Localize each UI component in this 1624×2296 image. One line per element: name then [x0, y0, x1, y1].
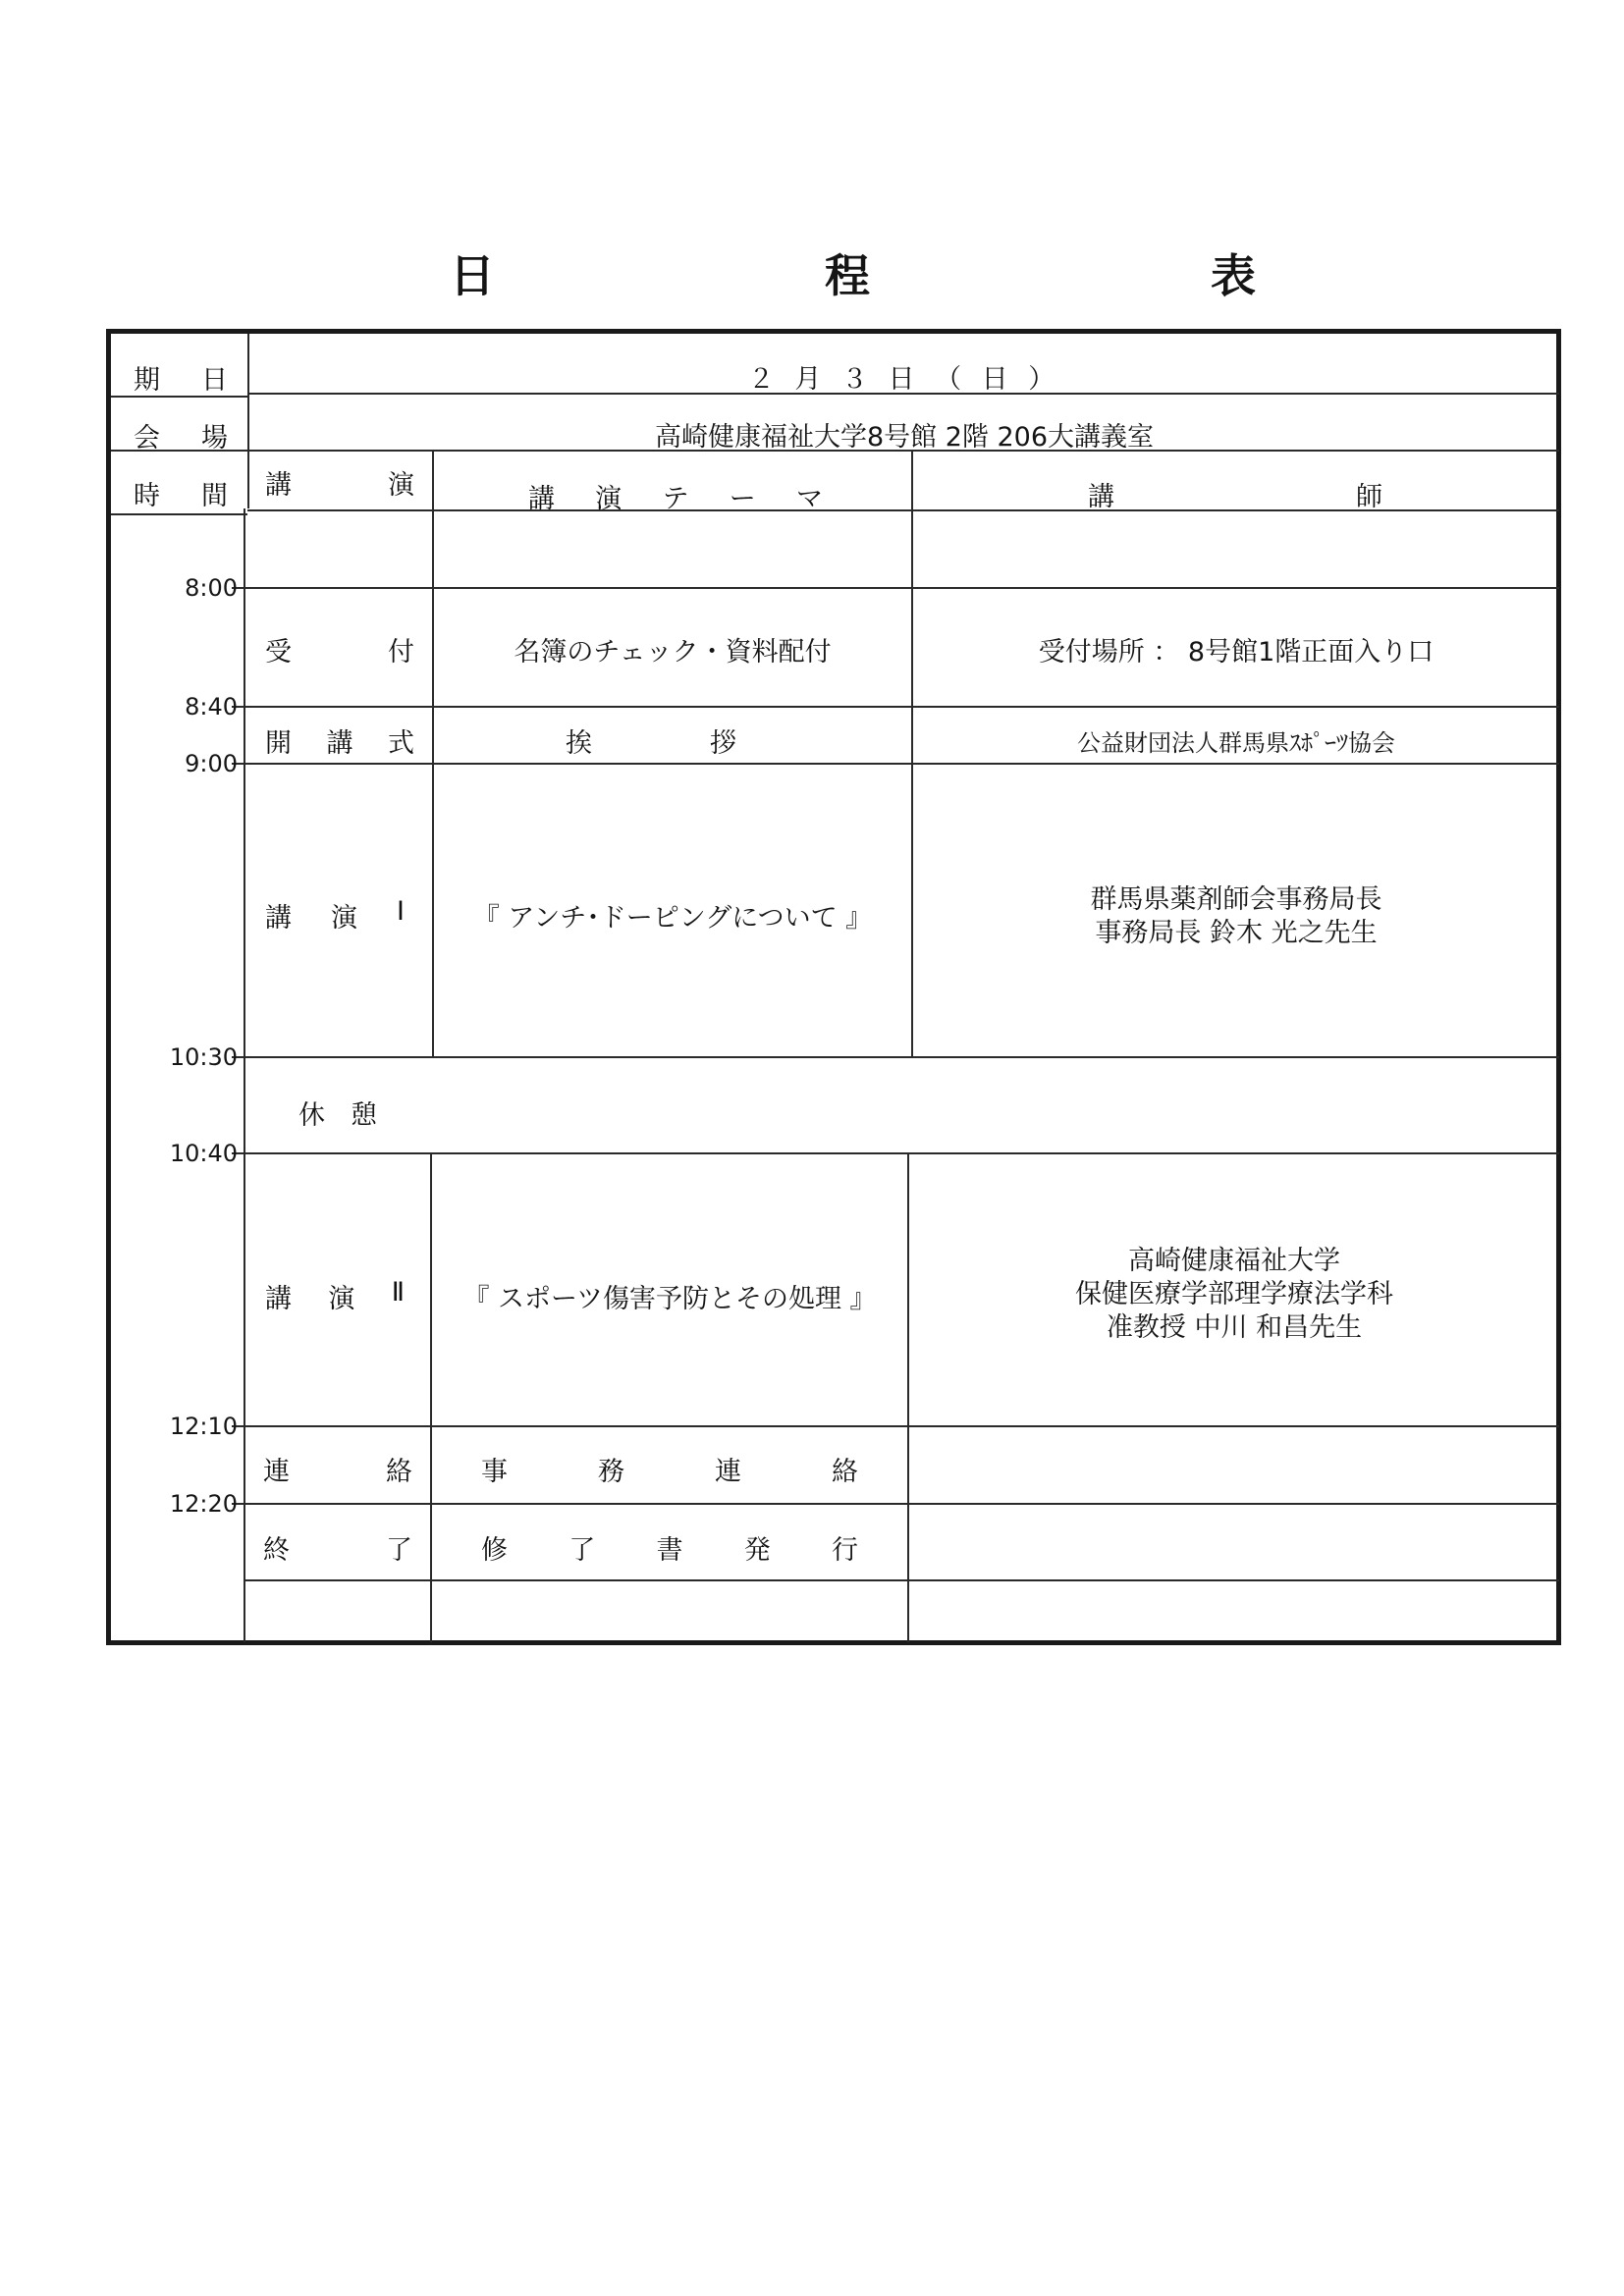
session-reception: 受 付	[265, 637, 414, 667]
theme-column-header: 講 演 テ ー マ	[528, 484, 823, 514]
row-divider	[247, 706, 1559, 708]
row-divider	[111, 513, 247, 515]
session-closing: 終 了	[263, 1535, 412, 1566]
schedule-table	[106, 329, 1561, 1645]
session-lecture-1: 講 演 Ⅰ	[265, 896, 405, 934]
theme-lecture-2: 『 スポーツ傷害予防とその処理 』	[462, 1284, 877, 1314]
date-label: 期 日	[134, 365, 228, 396]
venue-value: 高崎健康福祉大学8号館 2階 206大講義室	[654, 422, 1155, 453]
lecturer-lecture-2-line-2: 保健医療学部理学療法学科	[1075, 1279, 1393, 1309]
lecturer-lecture-2-line-1: 高崎健康福祉大学	[1128, 1246, 1340, 1276]
theme-reception: 名簿のチェック・資料配付	[514, 637, 832, 667]
session-notice: 連 絡	[263, 1457, 412, 1487]
column-divider	[430, 1152, 432, 1642]
lecturer-lecture-1-line-2: 事務局長 鈴木 光之先生	[1095, 918, 1378, 948]
row-divider	[247, 587, 1559, 589]
lecturer-reception: 受付場所 ： 8号館1階正面入り口	[1038, 637, 1435, 667]
date-value: ２ 月 ３ 日 （ 日 ）	[747, 364, 1061, 395]
row-divider	[244, 1579, 1559, 1581]
title-char-2: 程	[825, 249, 870, 302]
lecturer-column-header: 講 師	[1088, 482, 1382, 512]
row-divider	[244, 1503, 1559, 1505]
session-column-header: 講 演	[265, 470, 414, 501]
time-label-1040: 10:40	[169, 1140, 238, 1167]
column-divider	[244, 508, 245, 1642]
time-label-1210: 12:10	[169, 1413, 238, 1440]
theme-notice: 事 務 連 絡	[481, 1457, 858, 1487]
theme-closing: 修 了 書 発 行	[481, 1535, 858, 1566]
time-label-1030: 10:30	[169, 1043, 238, 1071]
column-divider	[432, 452, 434, 1056]
time-label-0800: 8:00	[185, 574, 238, 602]
time-label-0840: 8:40	[185, 693, 238, 721]
time-label: 時 間	[134, 481, 228, 511]
session-opening: 開 講 式	[265, 728, 414, 759]
lecturer-opening: 公益財団法人群馬県ｽﾎﾟｰﾂ協会	[1077, 729, 1395, 757]
title-char-3: 表	[1211, 249, 1256, 302]
theme-greeting: 挨 拶	[566, 728, 736, 759]
time-label-1220: 12:20	[169, 1490, 238, 1518]
session-break: 休 憩	[298, 1100, 377, 1131]
lecturer-lecture-2-line-3: 准教授 中川 和昌先生	[1106, 1312, 1363, 1343]
title-char-1: 日	[450, 249, 495, 302]
column-divider	[907, 1152, 909, 1642]
venue-label: 会 場	[134, 423, 228, 454]
theme-lecture-1: 『 アンチ･ドーピングについて 』	[472, 903, 873, 934]
row-divider	[244, 1056, 1559, 1058]
time-label-0900: 9:00	[185, 750, 238, 777]
row-divider	[244, 1425, 1559, 1427]
row-divider	[247, 763, 1559, 765]
row-divider	[244, 1152, 1559, 1154]
session-lecture-2: 講 演 Ⅱ	[265, 1277, 405, 1314]
lecturer-lecture-1-line-1: 群馬県薬剤師会事務局長	[1090, 884, 1382, 915]
